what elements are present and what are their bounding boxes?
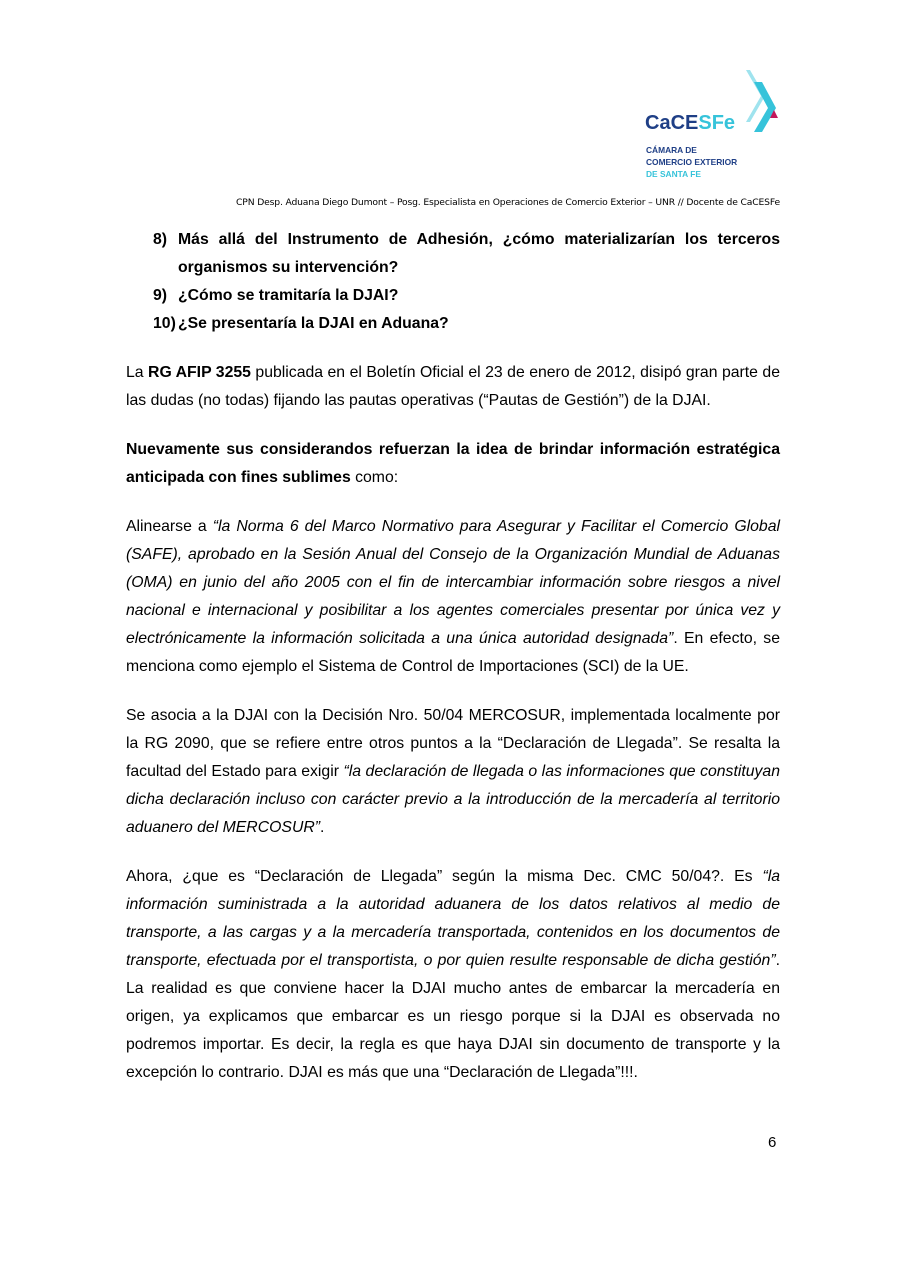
question-number: 8)	[153, 231, 168, 248]
question-item	[126, 226, 780, 282]
cacesfe-logo	[645, 68, 785, 186]
question-text: ¿Se presentaría la DJAI en Aduana?	[178, 315, 449, 332]
question-item	[126, 310, 780, 338]
paragraph-declaracion-llegada: Ahora, ¿que es “Declaración de Llegada” según la misma Dec. CMC 50/04?. Es “la información suministrada a la autoridad aduanera de los datos relativos al medio de transporte, a las cargas y a la mercadería transportada, contenidos en los documentos de transporte, efectuada por el transportista, o por quien resulte responsable de dicha gestión”. La realidad es que conviene hacer la DJAI mucho antes de embarcar la mercadería en origen, ya explicamos que embarcar es un riesgo porque si la DJAI es observada no podremos importar. Es decir, la regla es que haya DJAI sin documento de transporte y la excepción lo contrario. DJAI es más que una “Declaración de Llegada”!!!.	[126, 868, 780, 1081]
page-number: 6	[768, 1134, 777, 1151]
question-text: Más allá del Instrumento de Adhesión, ¿cómo materializarían los terceros organismos su intervención?	[178, 231, 780, 276]
logo-subtitle: CÁMARA DE COMERCIO EXTERIOR DE SANTA FE	[646, 145, 738, 179]
logo-chevron-icon	[740, 68, 782, 136]
question-number: 9)	[153, 287, 168, 304]
logo-name: CaCESFe	[645, 112, 736, 134]
question-item	[126, 282, 780, 310]
paragraph-safe: Alinearse a “la Norma 6 del Marco Normativo para Asegurar y Facilitar el Comercio Global (SAFE), aprobado en la Sesión Anual del Consejo de la Organización Mundial de Aduanas (OMA) en junio del año 2005 con el fin de intercambiar información sobre riesgos a nivel nacional e internacional y posibilitar a los agentes comerciales presentar por única vez y electrónicamente la información solicitada a una única autoridad designada”. En efecto, se menciona como ejemplo el Sistema de Control de Importaciones (SCI) de la UE.	[126, 518, 781, 675]
page-header-text: CPN Desp. Aduana Diego Dumont – Posg. Especialista en Operaciones de Comercio Exterior – UNR // Docente de CaCESFe	[236, 197, 780, 208]
document-body	[126, 226, 780, 1087]
question-number: 10)	[153, 315, 176, 332]
paragraph-rg-afip: La RG AFIP 3255 publicada en el Boletín Oficial el 23 de enero de 2012, disipó gran parte de las dudas (no todas) fijando las pautas operativas (“Pautas de Gestión”) de la DJAI.	[126, 364, 780, 409]
paragraph-mercosur: Se asocia a la DJAI con la Decisión Nro. 50/04 MERCOSUR, implementada localmente por la RG 2090, que se refiere entre otros puntos a la “Declaración de Llegada”. Se resalta la facultad del Estado para exigir “la declaración de llegada o las informaciones que constituyan dicha declaración incluso con carácter previo a la introducción de la mercadería al territorio aduanero del MERCOSUR”.	[126, 707, 780, 836]
question-text: ¿Cómo se tramitaría la DJAI?	[178, 287, 399, 304]
paragraph-considerandos: Nuevamente sus considerandos refuerzan la idea de brindar información estratégica anticipada con fines sublimes como:	[126, 441, 780, 486]
